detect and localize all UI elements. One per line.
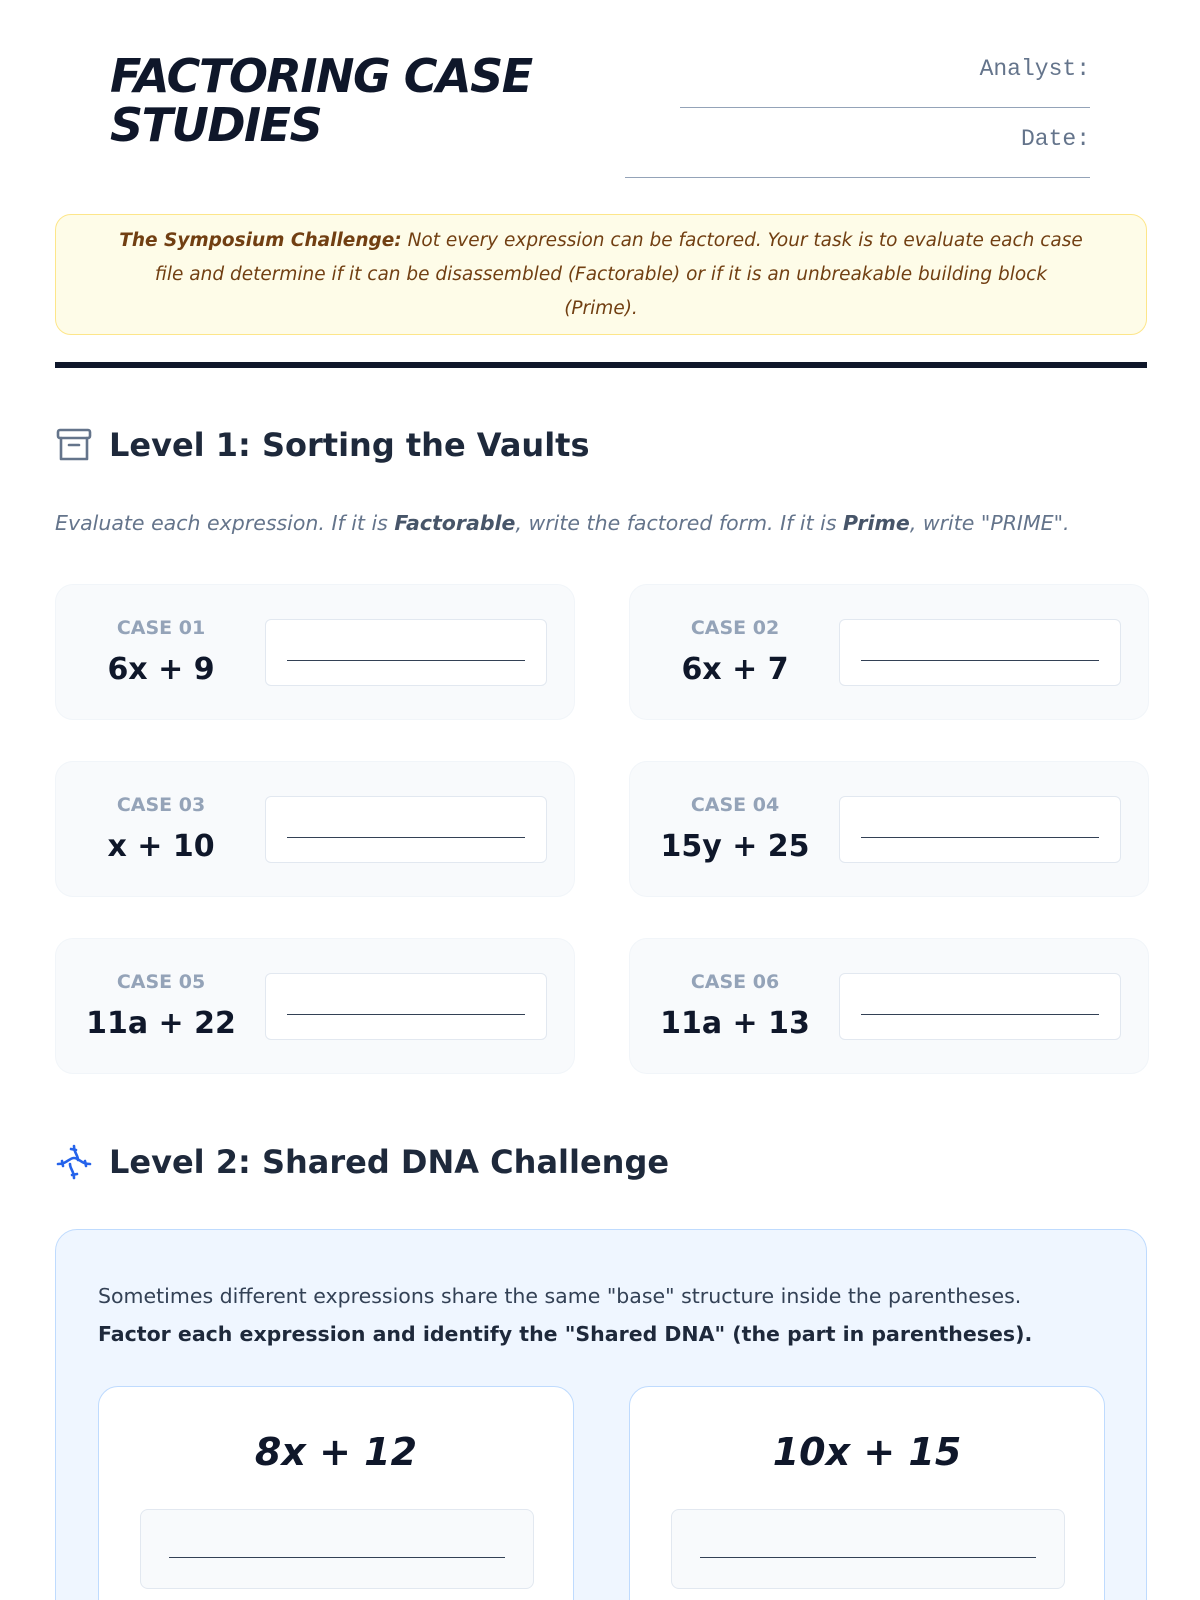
answer-line: [861, 660, 1099, 661]
level1-header: [55, 426, 590, 464]
instruction-prime: Prime: [843, 511, 910, 535]
answer-line: [700, 1557, 1036, 1558]
date-label: Date:: [1020, 126, 1090, 152]
archive-box-icon: [55, 426, 93, 464]
answer-line: [287, 837, 525, 838]
instruction-part3: , write "PRIME".: [909, 511, 1070, 535]
case-expression: x + 10: [107, 829, 215, 864]
level2-desc-line1: Sometimes different expressions share the same "base" structure inside the parentheses.: [98, 1284, 1022, 1308]
case-expression: 6x + 7: [681, 652, 789, 687]
case-label: CASE 03: [116, 794, 206, 816]
challenge-text: [116, 224, 1086, 326]
case-card: [629, 938, 1149, 1074]
level2-header: [55, 1143, 669, 1181]
case-answer-field[interactable]: [839, 619, 1121, 686]
date-field[interactable]: [625, 154, 1090, 178]
meta-fields: [610, 54, 1090, 178]
challenge-heading: The Symposium Challenge:: [119, 229, 402, 251]
answer-line: [861, 837, 1099, 838]
case-label: CASE 06: [690, 971, 780, 993]
case-card: [55, 584, 575, 720]
dna-card: [629, 1386, 1105, 1600]
case-expression: 15y + 25: [660, 829, 810, 864]
case-answer-field[interactable]: [265, 973, 547, 1040]
instruction-part2: , write the factored form. If it is: [515, 511, 844, 535]
dna-card: [98, 1386, 574, 1600]
challenge-body: Not every expression can be factored. Your task is to evaluate each case file and determine if it can be disassembled (Factorable) or if it is an unbreakable building block (Prime).: [154, 229, 1083, 319]
level1-instruction: [55, 511, 1155, 535]
page-title: FACTORING CASE STUDIES: [110, 49, 532, 152]
case-label: CASE 02: [690, 617, 780, 639]
case-answer-field[interactable]: [265, 619, 547, 686]
shared-dna-panel: [55, 1229, 1147, 1600]
section-divider: [55, 362, 1147, 368]
case-label: CASE 04: [690, 794, 780, 816]
answer-line: [287, 660, 525, 661]
case-expression: 6x + 9: [107, 652, 215, 687]
level2-title: Level 2: Shared DNA Challenge: [109, 1143, 670, 1181]
analyst-field[interactable]: [680, 84, 1090, 108]
dna-answer-field[interactable]: [671, 1509, 1065, 1589]
case-answer-field[interactable]: [839, 796, 1121, 863]
dna-expression: 8x + 12: [254, 1430, 418, 1474]
case-card: [55, 761, 575, 897]
answer-line: [169, 1557, 505, 1558]
case-label: CASE 01: [116, 617, 206, 639]
challenge-box: [55, 214, 1147, 335]
case-answer-field[interactable]: [839, 973, 1121, 1040]
case-card: [55, 938, 575, 1074]
dna-expression: 10x + 15: [772, 1430, 962, 1474]
level1-title: Level 1: Sorting the Vaults: [109, 426, 590, 464]
dna-answer-field[interactable]: [140, 1509, 534, 1589]
analyst-label: Analyst:: [979, 56, 1090, 82]
instruction-part1: Evaluate each expression. If it is: [55, 511, 395, 535]
page-header: [55, 0, 1145, 195]
case-label: CASE 05: [116, 971, 206, 993]
case-expression: 11a + 13: [660, 1006, 810, 1041]
instruction-factorable: Factorable: [394, 511, 516, 535]
answer-line: [861, 1014, 1099, 1015]
level2-description: [98, 1277, 1098, 1353]
level2-desc-line2: Factor each expression and identify the "Shared DNA" (the part in parentheses).: [98, 1322, 1033, 1346]
case-expression: 11a + 22: [86, 1006, 236, 1041]
answer-line: [287, 1014, 525, 1015]
dna-icon: [55, 1143, 93, 1181]
case-card: [629, 584, 1149, 720]
case-card: [629, 761, 1149, 897]
case-answer-field[interactable]: [265, 796, 547, 863]
